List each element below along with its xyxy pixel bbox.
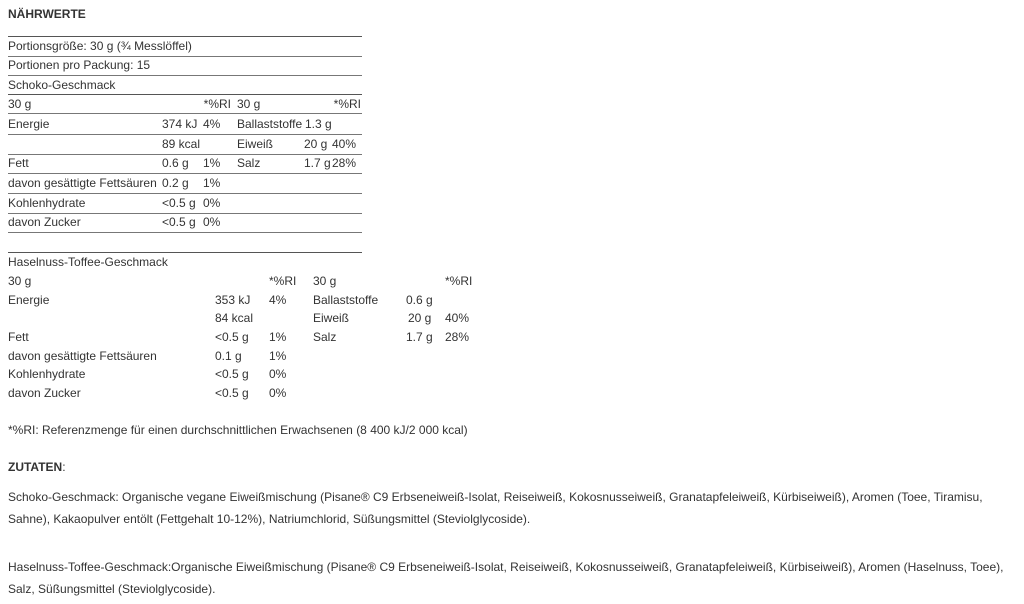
row-divider bbox=[8, 173, 362, 174]
row-divider bbox=[8, 232, 362, 233]
nutrient-label: Ballaststoffe bbox=[237, 117, 303, 131]
nutrient-value: <0.5 g bbox=[162, 215, 196, 229]
nutrient-ri: 1% bbox=[203, 176, 221, 190]
nutrient-value: <0.5 g bbox=[162, 196, 196, 210]
portions-per-pack: Portionen pro Packung: 15 bbox=[8, 58, 151, 72]
row-divider bbox=[8, 113, 362, 114]
portion-size: Portionsgröße: 30 g (¾ Messlöffel) bbox=[8, 39, 192, 53]
nutrient-ri: 28% bbox=[332, 156, 357, 170]
nutrient-label: Fett bbox=[8, 330, 29, 344]
nutrient-value: 0.6 g bbox=[406, 293, 433, 307]
schoko-title: Schoko-Geschmack bbox=[8, 78, 116, 92]
nutrition-heading: NÄHRWERTE bbox=[8, 7, 86, 21]
nutrient-ri: 1% bbox=[203, 156, 221, 170]
nutrient-label: Salz bbox=[237, 156, 261, 170]
nutrient-value: 1.7 g bbox=[304, 156, 331, 170]
nutrient-value: 353 kJ bbox=[215, 293, 251, 307]
nutrient-label: Energie bbox=[8, 117, 50, 131]
nutrient-value: <0.5 g bbox=[215, 330, 249, 344]
header-amount-2: 30 g bbox=[313, 274, 337, 288]
table-divider bbox=[8, 94, 362, 95]
ingredients-heading: ZUTATEN: bbox=[8, 460, 66, 474]
nutrient-value: 0.1 g bbox=[215, 349, 242, 363]
nutrient-value: 89 kcal bbox=[162, 137, 201, 151]
haselnuss-title: Haselnuss-Toffee-Geschmack bbox=[8, 255, 168, 269]
nutrient-label: davon Zucker bbox=[8, 215, 81, 229]
table-divider bbox=[8, 56, 362, 57]
ingredients-schoko: Schoko-Geschmack: Organische vegane Eiweißmischung (Pisane® C9 Erbseneiweiß-Isolat, Reiseiweiß, Kokosnusseiweiß, Granatapfeleiweiß, Kürbiseiweiß), Aromen (Toee, Tiramisu, Sahne), Kakaopulver entölt (Fettgehalt 10-12%), Natriumchlorid, Süßungsmittel (Steviolglycoside). bbox=[8, 490, 983, 526]
nutrient-label: Eiweiß bbox=[237, 137, 274, 151]
table-divider bbox=[8, 252, 362, 253]
nutrient-label: Energie bbox=[8, 293, 50, 307]
nutrient-value: 0.6 g bbox=[162, 156, 189, 170]
ri-footnote: *%RI: Referenzmenge für einen durchschnittlichen Erwachsenen (8 400 kJ/2 000 kcal) bbox=[8, 423, 468, 437]
nutrient-value: 0.2 g bbox=[162, 176, 189, 190]
nutrient-ri: 1% bbox=[269, 349, 287, 363]
nutrient-label: Eiweiß bbox=[313, 311, 350, 325]
header-ri-2: *%RI bbox=[445, 274, 473, 288]
nutrient-ri: 0% bbox=[269, 367, 287, 381]
header-amount-2: 30 g bbox=[237, 97, 261, 111]
nutrient-label: Fett bbox=[8, 156, 29, 170]
nutrient-value: 20 g bbox=[408, 311, 432, 325]
table-divider bbox=[8, 75, 362, 76]
nutrient-value: 20 g bbox=[304, 137, 328, 151]
row-divider bbox=[8, 134, 362, 135]
ingredients-haselnuss: Haselnuss-Toffee-Geschmack:Organische Eiweißmischung (Pisane® C9 Erbseneiweiß-Isolat, Reiseiweiß, Kokosnusseiweiß, Granatapfeleiweiß, Kürbiseiweiß), Aromen (Haselnuss, Toee), Salz, Süßungsmittel (Steviolglycoside). bbox=[8, 560, 1004, 596]
nutrient-label: Salz bbox=[313, 330, 337, 344]
nutrient-ri: 40% bbox=[332, 137, 357, 151]
header-ri: *%RI bbox=[269, 274, 297, 288]
nutrient-value: 374 kJ bbox=[162, 117, 198, 131]
nutrient-ri: 0% bbox=[203, 215, 221, 229]
header-ri: *%RI bbox=[203, 97, 231, 111]
table-divider bbox=[8, 36, 362, 37]
nutrient-value: <0.5 g bbox=[215, 367, 249, 381]
nutrient-value: 1.3 g bbox=[305, 117, 332, 131]
nutrient-ri: 1% bbox=[269, 330, 287, 344]
nutrient-label: Kohlenhydrate bbox=[8, 196, 86, 210]
nutrient-ri: 28% bbox=[445, 330, 470, 344]
row-divider bbox=[8, 213, 362, 214]
header-amount: 30 g bbox=[8, 97, 32, 111]
nutrient-label: Ballaststoffe bbox=[313, 293, 379, 307]
nutrient-label: davon gesättigte Fettsäuren bbox=[8, 176, 157, 190]
nutrient-value: 84 kcal bbox=[215, 311, 254, 325]
nutrient-ri: 0% bbox=[269, 386, 287, 400]
header-amount: 30 g bbox=[8, 274, 32, 288]
nutrient-ri: 4% bbox=[203, 117, 221, 131]
row-divider bbox=[8, 193, 362, 194]
nutrient-label: davon gesättigte Fettsäuren bbox=[8, 349, 157, 363]
nutrient-value: 1.7 g bbox=[406, 330, 433, 344]
header-ri-2: *%RI bbox=[333, 97, 361, 111]
nutrient-label: davon Zucker bbox=[8, 386, 81, 400]
nutrient-ri: 40% bbox=[445, 311, 470, 325]
nutrient-ri: 0% bbox=[203, 196, 221, 210]
row-divider bbox=[8, 154, 362, 155]
nutrient-label: Kohlenhydrate bbox=[8, 367, 86, 381]
nutrient-ri: 4% bbox=[269, 293, 287, 307]
nutrient-value: <0.5 g bbox=[215, 386, 249, 400]
